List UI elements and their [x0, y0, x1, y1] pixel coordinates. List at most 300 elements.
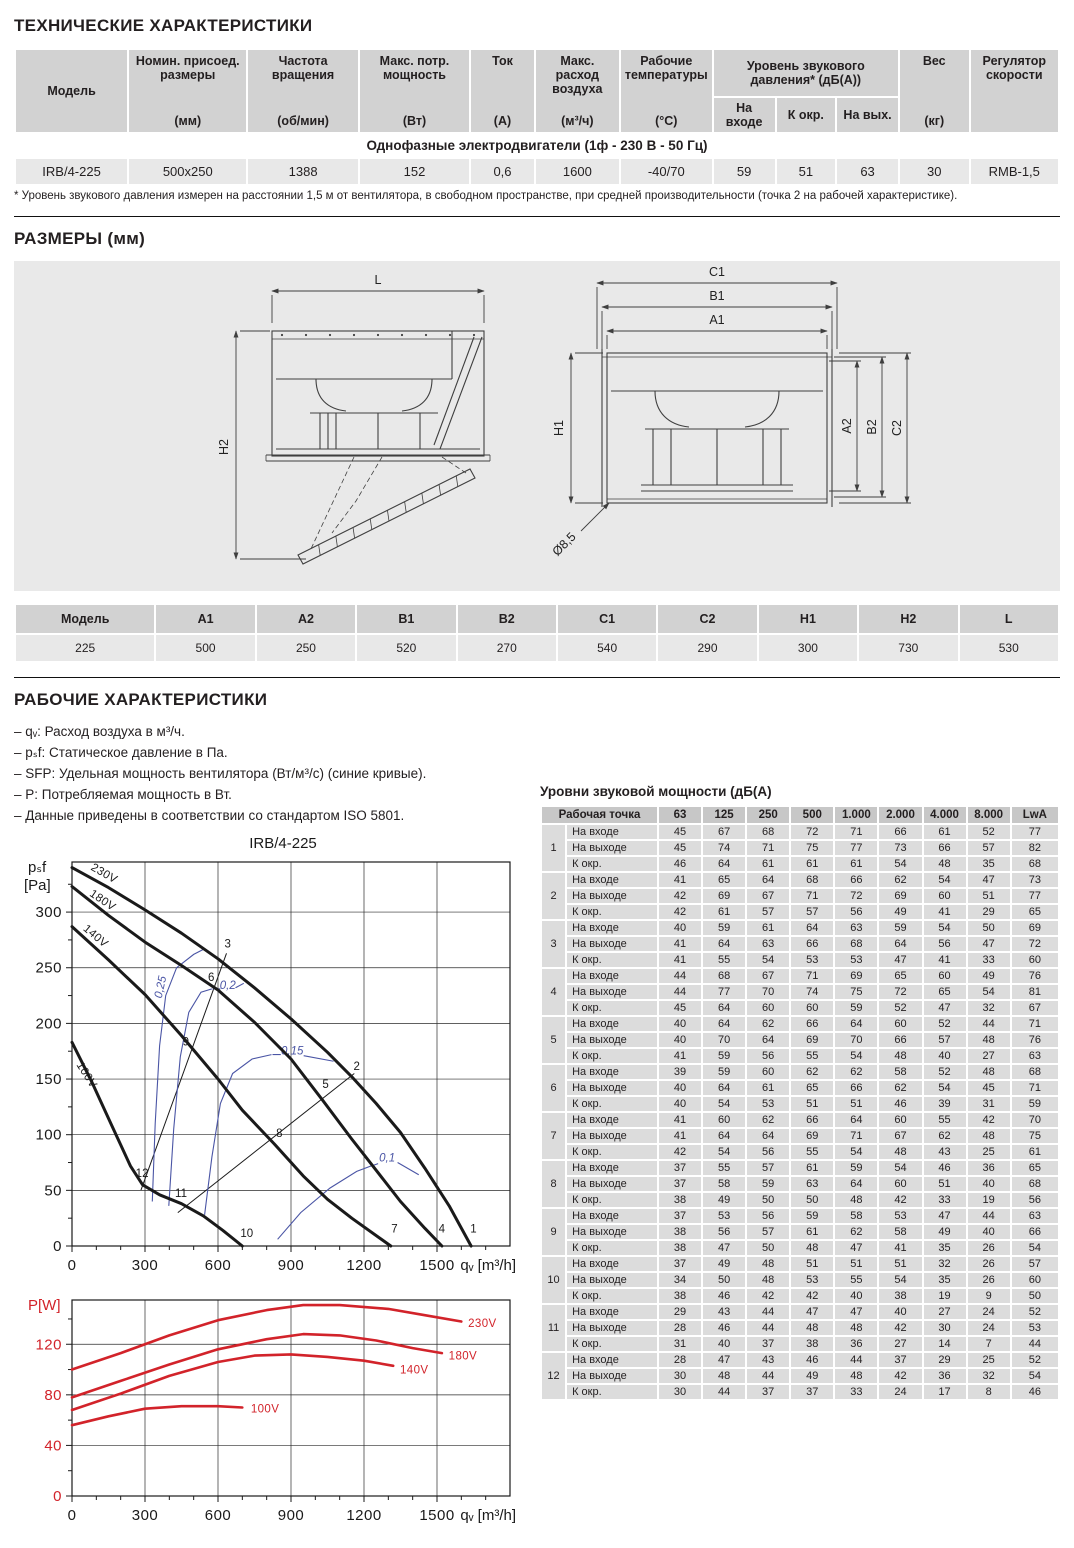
cell: 500x250: [129, 159, 246, 184]
measurement-location: На выходе: [567, 1033, 657, 1047]
measurement-location: К окр.: [567, 1001, 657, 1015]
curve-140V: [72, 926, 391, 1245]
tech-section-title: ТЕХНИЧЕСКИЕ ХАРАКТЕРИСТИКИ: [14, 16, 313, 35]
cell: 55: [703, 1161, 745, 1175]
cell: 71: [835, 825, 877, 839]
cell: 69: [791, 1033, 833, 1047]
cell: 48: [879, 1145, 921, 1159]
cell: 68: [747, 825, 789, 839]
cell: 54: [703, 1145, 745, 1159]
table-row: [16, 635, 1058, 661]
header-cell: A2: [257, 605, 355, 633]
measurement-location: К окр.: [567, 1145, 657, 1159]
curve-label: 230V: [468, 1317, 497, 1330]
cell: 59: [835, 1161, 877, 1175]
cell: 43: [747, 1353, 789, 1367]
cell: 51: [835, 1257, 877, 1271]
cell: 74: [703, 841, 745, 855]
cell: 14: [924, 1337, 966, 1351]
table-row: [542, 1081, 1058, 1095]
cell: 56: [747, 1145, 789, 1159]
cell: 41: [659, 873, 701, 887]
working-point-number: 11: [542, 1305, 565, 1351]
dimensions-table: [14, 603, 1060, 663]
cell: 38: [791, 1337, 833, 1351]
cell: 76: [1012, 1033, 1058, 1047]
cell: 1388: [248, 159, 357, 184]
cell: 42: [879, 1193, 921, 1207]
drawing-front-view: [537, 261, 1060, 591]
cell: 57: [747, 1161, 789, 1175]
header-cell: A1: [156, 605, 254, 633]
cell: 64: [703, 857, 745, 871]
cell: 66: [879, 825, 921, 839]
cell: 61: [703, 905, 745, 919]
svg-text:1200: 1200: [346, 1256, 382, 1274]
measurement-location: На выходе: [567, 985, 657, 999]
cell: 47: [968, 937, 1010, 951]
cell: 62: [835, 1225, 877, 1239]
cell: 48: [703, 1369, 745, 1383]
cell: 64: [703, 1017, 745, 1031]
cell: 33: [924, 1193, 966, 1207]
cell: 57: [924, 1033, 966, 1047]
svg-text:200: 200: [35, 1015, 62, 1033]
svg-text:150: 150: [35, 1070, 62, 1088]
cell: RMB-1,5: [971, 159, 1058, 184]
cell: 53: [703, 1209, 745, 1223]
sfp-curve-label: 0,25: [152, 974, 170, 999]
curve-100V: [72, 1406, 242, 1425]
cell: 8: [968, 1385, 1010, 1399]
working-point-label: 3: [224, 938, 231, 951]
cell: 47: [791, 1305, 833, 1319]
y-axis-label: P[W]: [28, 1296, 61, 1314]
cell: 56: [1012, 1193, 1058, 1207]
cell: 61: [791, 857, 833, 871]
header-cell: 4.000: [924, 807, 966, 823]
cell: 45: [659, 825, 701, 839]
header-cell: Номин. присоед. размеры (мм): [129, 50, 246, 132]
table-row: [542, 841, 1058, 855]
cell: 53: [879, 1209, 921, 1223]
cell: 54: [924, 921, 966, 935]
cell: 68: [835, 937, 877, 951]
cell: 29: [659, 1305, 701, 1319]
svg-text:0: 0: [67, 1506, 77, 1524]
cell: 26: [968, 1241, 1010, 1255]
sfp-curve-label: 0,15: [281, 1045, 304, 1058]
cell: 55: [703, 953, 745, 967]
cell: 37: [791, 1385, 833, 1399]
working-point-number: 2: [542, 873, 565, 919]
cell: 64: [791, 921, 833, 935]
dimension-drawings: [14, 261, 1060, 591]
cell: 48: [747, 1273, 789, 1287]
cell: 59: [703, 921, 745, 935]
cell: 50: [1012, 1289, 1058, 1303]
measurement-location: К окр.: [567, 1049, 657, 1063]
working-point-label: 4: [438, 1223, 446, 1236]
cell: 48: [924, 857, 966, 871]
dim-label-b2: B2: [865, 419, 879, 435]
pressure-flow-chart: [14, 852, 520, 1288]
cell: 37: [659, 1257, 701, 1271]
cell: 66: [835, 1081, 877, 1095]
cell: 40: [703, 1337, 745, 1351]
table-row: [542, 1193, 1058, 1207]
cell: 64: [747, 1033, 789, 1047]
svg-text:600: 600: [204, 1506, 232, 1524]
svg-text:50: 50: [44, 1181, 62, 1199]
cell: 54: [924, 1081, 966, 1095]
working-point-number: 4: [542, 969, 565, 1015]
cell: 44: [968, 1017, 1010, 1031]
dims-section-title: РАЗМЕРЫ (мм): [14, 229, 146, 248]
header-subcell: К окр.: [777, 98, 836, 132]
cell: 66: [791, 1113, 833, 1127]
measurement-location: На выходе: [567, 937, 657, 951]
cell: 77: [835, 841, 877, 855]
cell: 520: [357, 635, 455, 661]
cell: 40: [659, 1097, 701, 1111]
cell: 64: [747, 1129, 789, 1143]
cell: 47: [924, 1209, 966, 1223]
cell: 72: [879, 985, 921, 999]
table-row: [542, 985, 1058, 999]
cell: 54: [835, 1145, 877, 1159]
cell: 50: [747, 1193, 789, 1207]
header-cell: Регулятор скорости: [971, 50, 1058, 132]
y-axis-unit: [Pa]: [24, 876, 51, 894]
cell: 29: [924, 1353, 966, 1367]
cell: 63: [1012, 1209, 1058, 1223]
cell: 32: [968, 1001, 1010, 1015]
cell: 37: [747, 1385, 789, 1399]
cell: 48: [968, 1033, 1010, 1047]
cell: 45: [968, 1081, 1010, 1095]
cell: IRB/4-225: [16, 159, 127, 184]
cell: 46: [924, 1161, 966, 1175]
working-point-number: 12: [542, 1353, 565, 1399]
header-cell: LwA: [1012, 807, 1058, 823]
table-row: [542, 1177, 1058, 1191]
table-row: [542, 937, 1058, 951]
table-row: [542, 1033, 1058, 1047]
cell: 30: [659, 1385, 701, 1399]
svg-text:0: 0: [53, 1237, 62, 1255]
header-cell: 2.000: [879, 807, 921, 823]
cell: 62: [835, 1065, 877, 1079]
cell: 51: [924, 1177, 966, 1191]
table-row: [16, 159, 1058, 184]
cell: 48: [835, 1321, 877, 1335]
cell: 42: [747, 1289, 789, 1303]
cell: 58: [703, 1177, 745, 1191]
cell: 65: [879, 969, 921, 983]
header-cell: Вес (кг): [900, 50, 969, 132]
cell: 53: [1012, 1321, 1058, 1335]
charts-column: [14, 722, 522, 1538]
cell: 44: [659, 969, 701, 983]
cell: 67: [747, 889, 789, 903]
cell: 51: [968, 889, 1010, 903]
cell: 48: [791, 1321, 833, 1335]
cell: 75: [791, 841, 833, 855]
svg-text:100: 100: [35, 1126, 62, 1144]
cell: 19: [924, 1289, 966, 1303]
cell: 41: [659, 937, 701, 951]
cell: 47: [924, 1001, 966, 1015]
curve-label: 100V: [250, 1403, 280, 1416]
svg-text:900: 900: [277, 1506, 305, 1524]
cell: 61: [835, 857, 877, 871]
cell: 77: [1012, 825, 1058, 839]
cell: 27: [879, 1337, 921, 1351]
cell: 47: [703, 1353, 745, 1367]
cell: 48: [747, 1257, 789, 1271]
dim-label-c1: C1: [709, 265, 725, 279]
cell: 54: [1012, 1369, 1058, 1383]
cell: 58: [879, 1225, 921, 1239]
cell: 290: [658, 635, 756, 661]
cell: 41: [659, 1129, 701, 1143]
cell: 74: [791, 985, 833, 999]
cell: 40: [659, 1017, 701, 1031]
cell: 61: [747, 857, 789, 871]
cell: 53: [791, 1273, 833, 1287]
cell: 61: [1012, 1145, 1058, 1159]
table-row: [542, 1001, 1058, 1015]
measurement-location: На входе: [567, 1257, 657, 1271]
cell: 152: [360, 159, 469, 184]
cell: 60: [924, 969, 966, 983]
cell: 44: [747, 1305, 789, 1319]
cell: 58: [879, 1065, 921, 1079]
curve-label: 140V: [400, 1364, 429, 1377]
cell: 57: [747, 1225, 789, 1239]
working-point-number: 1: [542, 825, 565, 871]
cell: 54: [703, 1097, 745, 1111]
cell: 28: [659, 1353, 701, 1367]
table-row: [542, 905, 1058, 919]
cell: 64: [835, 1177, 877, 1191]
cell: 38: [659, 1241, 701, 1255]
cell: 54: [879, 1161, 921, 1175]
measurement-location: К окр.: [567, 953, 657, 967]
header-cell: H2: [859, 605, 957, 633]
cell: 62: [879, 1081, 921, 1095]
cell: 32: [924, 1257, 966, 1271]
cell: 57: [968, 841, 1010, 855]
cell: 75: [835, 985, 877, 999]
cell: 26: [968, 1257, 1010, 1271]
header-cell: Уровень звукового давления* (дБ(А)): [714, 50, 898, 96]
cell: 66: [835, 873, 877, 887]
drawing-side-view: [14, 261, 537, 591]
cell: 70: [1012, 1113, 1058, 1127]
cell: 60: [703, 1113, 745, 1127]
cell: 60: [791, 1001, 833, 1015]
cell: 52: [1012, 1353, 1058, 1367]
cell: 60: [879, 1017, 921, 1031]
cell: 44: [1012, 1337, 1058, 1351]
sound-power-column: [540, 722, 1060, 1401]
cell: 36: [968, 1161, 1010, 1175]
cell: 65: [1012, 905, 1058, 919]
table-row: [542, 1065, 1058, 1079]
cell: 49: [924, 1225, 966, 1239]
cell: 0,6: [471, 159, 534, 184]
table-row: [542, 1321, 1058, 1335]
table-row: [542, 1241, 1058, 1255]
cell: 17: [924, 1385, 966, 1399]
cell: 59: [703, 1049, 745, 1063]
cell: 61: [791, 1225, 833, 1239]
cell: 67: [747, 969, 789, 983]
cell: 61: [747, 921, 789, 935]
sfp-curve-label: 0,2: [219, 979, 236, 992]
dim-label-h1: H1: [552, 420, 566, 436]
working-point-number: 6: [542, 1065, 565, 1111]
cell: 51: [791, 1257, 833, 1271]
cell: 77: [1012, 889, 1058, 903]
cell: 62: [879, 873, 921, 887]
cell: 42: [659, 905, 701, 919]
measurement-location: На входе: [567, 1065, 657, 1079]
cell: 64: [879, 937, 921, 951]
cell: 66: [1012, 1225, 1058, 1239]
measurement-location: На выходе: [567, 841, 657, 855]
cell: 47: [968, 873, 1010, 887]
table-row: [542, 1129, 1058, 1143]
table-row: [542, 857, 1058, 871]
cell: 29: [968, 905, 1010, 919]
cell: 35: [924, 1241, 966, 1255]
cell: 24: [968, 1321, 1010, 1335]
measurement-location: На выходе: [567, 1321, 657, 1335]
cell: 60: [924, 889, 966, 903]
cell: 55: [791, 1145, 833, 1159]
table-row: [542, 1353, 1058, 1367]
cell: 225: [16, 635, 154, 661]
cell: 38: [659, 1193, 701, 1207]
cell: 54: [924, 873, 966, 887]
cell: 71: [791, 969, 833, 983]
cell: 57: [1012, 1257, 1058, 1271]
cell: 36: [924, 1369, 966, 1383]
measurement-location: К окр.: [567, 1097, 657, 1111]
cell: 46: [1012, 1385, 1058, 1399]
table-row: [542, 825, 1058, 839]
working-point-label: 6: [207, 971, 215, 984]
cell: 55: [791, 1049, 833, 1063]
measurement-location: К окр.: [567, 1241, 657, 1255]
cell: 35: [924, 1273, 966, 1287]
cell: 60: [747, 1065, 789, 1079]
cell: 47: [835, 1305, 877, 1319]
table-row: [542, 953, 1058, 967]
header-cell: 125: [703, 807, 745, 823]
cell: 67: [703, 825, 745, 839]
cell: 51: [777, 159, 836, 184]
working-point-label: 7: [391, 1223, 398, 1236]
svg-text:1500: 1500: [419, 1256, 455, 1274]
cell: 66: [879, 1033, 921, 1047]
measurement-location: На выходе: [567, 1273, 657, 1287]
table-row: [542, 1305, 1058, 1319]
cell: 27: [924, 1305, 966, 1319]
divider: [14, 677, 1060, 678]
svg-text:300: 300: [131, 1256, 159, 1274]
cell: 47: [703, 1241, 745, 1255]
cell: 42: [659, 1145, 701, 1159]
cell: 40: [879, 1305, 921, 1319]
cell: 65: [791, 1081, 833, 1095]
cell: 49: [703, 1257, 745, 1271]
cell: 65: [703, 873, 745, 887]
cell: 50: [968, 921, 1010, 935]
cell: 62: [747, 1017, 789, 1031]
svg-text:1200: 1200: [346, 1506, 382, 1524]
cell: 40: [968, 1177, 1010, 1191]
measurement-location: На входе: [567, 1209, 657, 1223]
cell: 73: [879, 841, 921, 855]
cell: 60: [747, 1001, 789, 1015]
power-flow-chart: [14, 1288, 520, 1538]
cell: 56: [924, 937, 966, 951]
measurement-location: На входе: [567, 1353, 657, 1367]
table-row: [16, 134, 1058, 157]
cell: 46: [703, 1321, 745, 1335]
curve-180V: [72, 886, 442, 1246]
dim-label-c2: C2: [890, 420, 904, 436]
cell: 66: [791, 1017, 833, 1031]
cell: 69: [1012, 921, 1058, 935]
cell: 39: [659, 1065, 701, 1079]
cell: 54: [968, 985, 1010, 999]
table-row: [542, 1161, 1058, 1175]
cell: 72: [835, 889, 877, 903]
cell: 40: [659, 1081, 701, 1095]
cell: 30: [659, 1369, 701, 1383]
cell: 49: [968, 969, 1010, 983]
cell: 49: [703, 1193, 745, 1207]
cell: 25: [968, 1145, 1010, 1159]
measurement-location: На входе: [567, 1017, 657, 1031]
measurement-location: На входе: [567, 825, 657, 839]
cell: 46: [659, 857, 701, 871]
dim-label-a1: A1: [709, 313, 725, 327]
header-cell: Макс. потр. мощность (Вт): [360, 50, 469, 132]
svg-text:300: 300: [131, 1506, 159, 1524]
cell: 48: [968, 1129, 1010, 1143]
cell: 54: [879, 857, 921, 871]
cell: 52: [924, 1017, 966, 1031]
cell: 40: [968, 1225, 1010, 1239]
cell: 37: [659, 1161, 701, 1175]
cell: 28: [659, 1321, 701, 1335]
cell: 62: [747, 1113, 789, 1127]
cell: 71: [1012, 1081, 1058, 1095]
measurement-location: На выходе: [567, 1225, 657, 1239]
cell: 68: [1012, 857, 1058, 871]
cell: 62: [791, 1065, 833, 1079]
table-row: [542, 1257, 1058, 1271]
curve-label: 100V: [73, 1059, 99, 1091]
cell: 48: [791, 1241, 833, 1255]
legend-note: – Данные приведены в соответствии со стандартом ISO 5801.: [14, 807, 405, 823]
